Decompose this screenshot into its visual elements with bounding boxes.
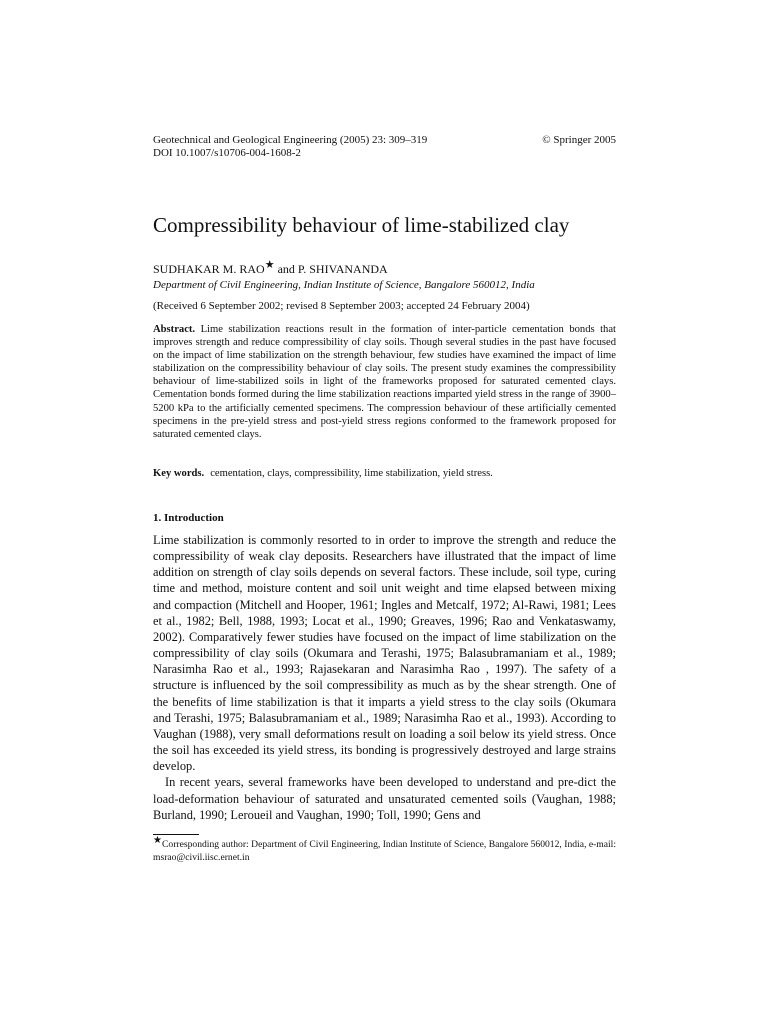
keywords-text: cementation, clays, compressibility, lime stabilization, yield stress. xyxy=(210,468,493,479)
abstract-text: Lime stabilization reactions result in the formation of inter-particle cementation bonds that improves strength and reduce compressibility of clay soils. Though several studies in the past have focused on the impact of lime stabilization on the strength behaviour, few studies have examined the impact of lime stabilization on the compressibility behaviour of clay soils. The present study examines the compressibility behaviour of lime-stabilized soils in light of the frameworks proposed for saturated cemented clays. Cementation bonds formed during the lime stabilization reactions imparted yield stress in the range of 3900–5200 kPa to the artificially cemented specimens. The compression behaviour of these artificially cemented specimens in the pre-yield stress and post-yield stress regions conformed to the framework proposed for saturated cemented clays. xyxy=(153,324,616,440)
copyright-notice: © Springer 2005 xyxy=(542,134,616,146)
affiliation: Department of Civil Engineering, Indian Institute of Science, Bangalore 560012, India xyxy=(153,279,535,291)
journal-citation: Geotechnical and Geological Engineering (2005) 23: 309–319 xyxy=(153,134,428,146)
footnote-text: Corresponding author: Department of Civil Engineering, Indian Institute of Science, Bangalore 560012, India, e-mail: msrao@civil.iisc.ernet.in xyxy=(153,839,616,863)
author-1: SUDHAKAR M. RAO xyxy=(153,262,265,276)
paper-title: Compressibility behaviour of lime-stabilized clay xyxy=(153,213,570,237)
abstract xyxy=(153,323,616,441)
footnote xyxy=(153,834,616,864)
introduction-body xyxy=(153,532,616,823)
footnote-star-icon: ★ xyxy=(153,834,163,846)
journal-citation-line xyxy=(153,134,616,147)
keywords-label: Key words. xyxy=(153,468,205,479)
author-line xyxy=(153,259,388,276)
corresponding-star-icon: ★ xyxy=(264,259,275,271)
author-separator: and xyxy=(274,262,298,276)
received-dates: (Received 6 September 2002; revised 8 September 2003; accepted 24 February 2004) xyxy=(153,300,530,312)
doi-line: DOI 10.1007/s10706-004-1608-2 xyxy=(153,147,301,159)
author-2: P. SHIVANANDA xyxy=(297,262,388,276)
keywords xyxy=(153,467,616,480)
section-heading-introduction: 1. Introduction xyxy=(153,512,224,524)
body-paragraph-1: Lime stabilization is commonly resorted to in order to improve the strength and reduce the compressibility of weak clay deposits. Researchers have illustrated that the impact of lime addition on strength of clay soils depends on several factors. These include, soil type, curing time and method, moisture content and soil unit weight and time elapsed between mixing and compaction (Mitchell and Hooper, 1961; Ingles and Metcalf, 1972; Al-Rawi, 1981; Lees et al., 1982; Bell, 1988, 1993; Locat et al., 1990; Greaves, 1996; Rao and Venkataswamy, 2002). Comparatively fewer studies have focused on the impact of lime stabilization on the compressibility of clay soils (Okumara and Terashi, 1975; Balasubramaniam et al., 1989; Narasimha Rao et al., 1993; Rajasekaran and Narasimha Rao , 1997). The safety of a structure is influenced by the soil compressibility as much as by the shear strength. One of the benefits of lime stabilization is that it imparts a yield stress to the clay soils (Okumara and Terashi, 1975; Balasubramaniam et al., 1989; Narasimha Rao et al., 1993). According to Vaughan (1988), very small deformations result on loading a soil below its yield stress. Once the soil has exceeded its yield stress, its bonding is progressively destroyed and large strains develop. xyxy=(153,533,616,774)
body-paragraph-2: In recent years, several frameworks have been developed to understand and pre-dict the load-deformation behaviour of saturated and unsaturated cemented soils (Vaughan, 1988; Burland, 1990; Leroueil and Vaughan, 1990; Toll, 1990; Gens and xyxy=(153,775,616,822)
abstract-label: Abstract. xyxy=(153,324,196,335)
